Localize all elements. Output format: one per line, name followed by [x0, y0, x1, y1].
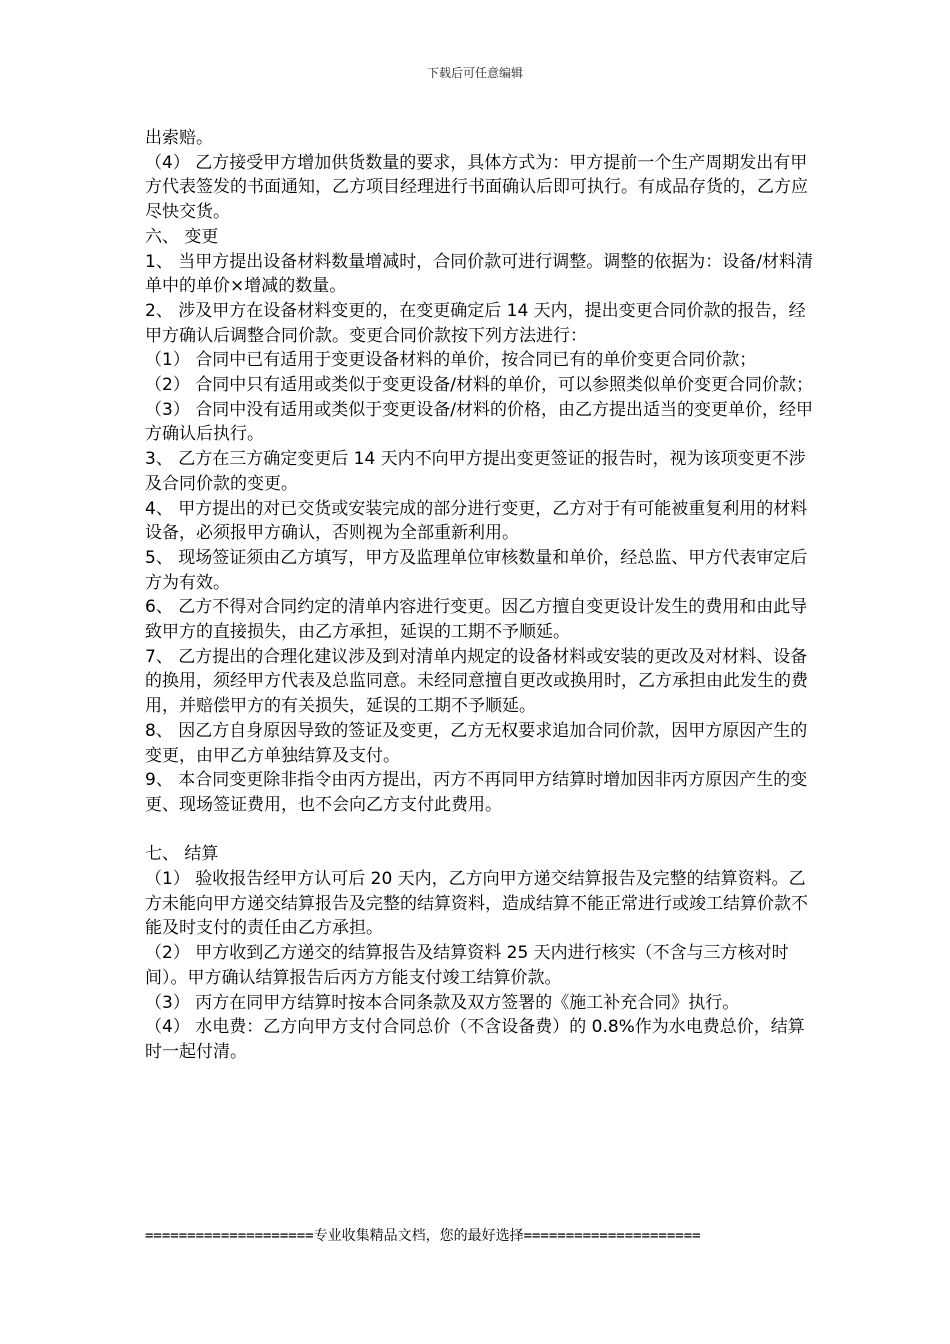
document-body — [145, 126, 815, 1065]
paragraph: （4） 乙方接受甲方增加供货数量的要求，具体方式为：甲方提前一个生产周期发出有甲方代表签发的书面通知，乙方项目经理进行书面确认后即可执行。有成品存货的，乙方应尽快交货。 — [145, 152, 808, 223]
paragraph: 9、 本合同变更除非指令由丙方提出，丙方不再同甲方结算时增加因非丙方原因产生的变更、现场签证费用，也不会向乙方支付此费用。 — [145, 770, 808, 815]
page-header: 下载后可任意编辑 — [426, 66, 523, 80]
paragraph: （3） 丙方在同甲方结算时按本合同条款及双方签署的《施工补充合同》执行。 — [145, 992, 740, 1013]
paragraph: 6、 乙方不得对合同约定的清单内容进行变更。因乙方擅自变更设计发生的费用和由此导致甲方的直接损失，由乙方承担，延误的工期不予顺延。 — [145, 597, 808, 643]
paragraph: （2） 甲方收到乙方递交的结算报告及结算资料 25 天内进行核实（不含与三方核对时间）。甲方确认结算报告后丙方方能支付竣工结算价款。 — [145, 943, 789, 988]
blank-line — [145, 818, 815, 843]
paragraph: （1） 验收报告经甲方认可后 20 天内，乙方向甲方递交结算报告及完整的结算资料。乙方未能向甲方递交结算报告及完整的结算资料，造成结算不能正常进行或竣工结算价款不能及时支付的责任由乙方承担。 — [145, 869, 808, 939]
section-heading: 七、 结算 — [145, 844, 219, 865]
paragraph: 出索赔。 — [145, 128, 213, 148]
paragraph: 2、 涉及甲方在设备材料变更的，在变更确定后 14 天内，提出变更合同价款的报告，经甲方确认后调整合同价款。变更合同价款按下列方法进行： — [145, 300, 806, 346]
paragraph: （4） 水电费：乙方向甲方支付合同总价（不含设备费）的 0.8%作为水电费总价，结算时一起付清。 — [145, 1017, 805, 1062]
paragraph: 3、 乙方在三方确定变更后 14 天内不向甲方提出变更签证的报告时，视为该项变更不涉及合同价款的变更。 — [145, 449, 806, 494]
paragraph: （3） 合同中没有适用或类似于变更设备/材料的价格，由乙方提出适当的变更单价，经甲方确认后执行。 — [145, 399, 813, 445]
page-footer: ====================专业收集精品文档，您的最好选择===================== — [145, 1228, 701, 1244]
paragraph: （1） 合同中已有适用于变更设备材料的单价，按合同已有的单价变更合同价款； — [145, 350, 757, 371]
paragraph: 5、 现场签证须由乙方填写，甲方及监理单位审核数量和单价，经总监、甲方代表审定后方为有效。 — [145, 547, 808, 593]
section-heading: 六、 变更 — [145, 226, 219, 247]
paragraph: 4、 甲方提出的对已交货或安装完成的部分进行变更，乙方对于有可能被重复利用的材料设备，必须报甲方确认，否则视为全部重新利用。 — [145, 498, 808, 544]
paragraph: 8、 因乙方自身原因导致的签证及变更，乙方无权要求追加合同价款，因甲方原因产生的变更，由甲乙方单独结算及支付。 — [145, 720, 808, 766]
paragraph: 7、 乙方提出的合理化建议涉及到对清单内规定的设备材料或安装的更改及对材料、设备的换用，须经甲方代表及总监同意。未经同意擅自更改或换用时，乙方承担由此发生的费用，并赔偿甲方的有关损失，延误的工期不予顺延。 — [145, 646, 808, 717]
paragraph: （2） 合同中只有适用或类似于变更设备/材料的单价，可以参照类似单价变更合同价款； — [145, 375, 813, 396]
paragraph: 1、 当甲方提出设备材料数量增减时，合同价款可进行调整。调整的依据为：设备/材料清单中的单价×增减的数量。 — [145, 251, 813, 297]
